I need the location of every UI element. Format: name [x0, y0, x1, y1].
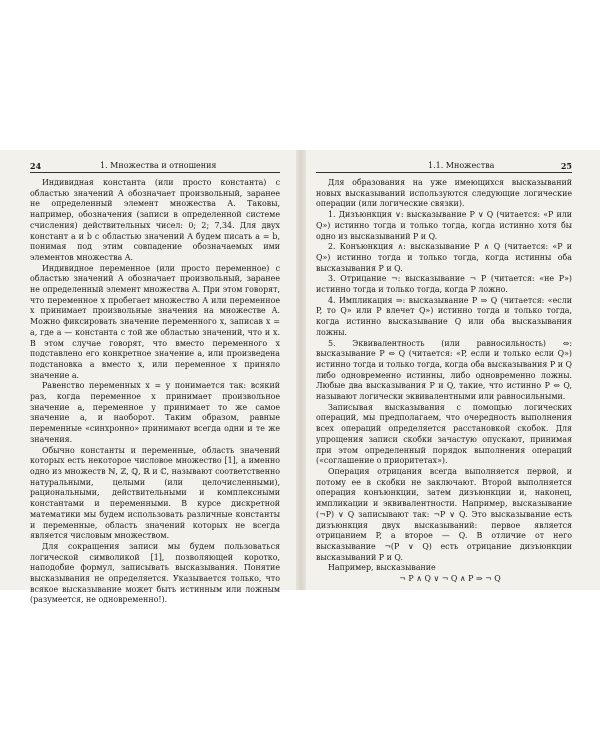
paragraph: Равенство переменных x = y понимается так: всякий раз, когда переменное x принимает произвольное значение a, переменное y принимает то же самое значение a, и наоборот. Таким образом, равные переменные «синхронно» принимают всегда одни и те же значения. — [30, 381, 280, 444]
paragraph: Для образования на уже имеющихся высказываний новых высказываний используются следующие логические операции (или логические связки). — [316, 178, 572, 209]
paragraph: Например, высказывание — [328, 563, 436, 573]
list-item: 5. Эквивалентность (или равносильность) ⇔: высказывание P ⇔ Q (читается: «P, если и только если Q») истинно тогда и только тогда, когда оба высказывания P и Q либо одновременно истинны, либо одновременно ложны. Любые два высказывания P и Q, такие, что истинно P ⇔ Q, называют логически эквивалентными или равносильными. — [316, 338, 572, 402]
paragraph: Обычно константы и переменные, область значений которых есть некоторое числовое множество [1], а именно одно из множеств ℕ, ℤ, ℚ, ℝ и ℂ, называют соответственно натуральными, целыми (или целочисленными), рациональными, действительными и комплексными константами и переменными. В курсе дискретной математики мы будем использовать различные константы и переменные, область значений которых не всегда является числовым множеством. — [30, 445, 280, 541]
right-page-number: 25 — [560, 161, 572, 171]
list-item: 3. Отрицание ¬: высказывание ¬ P (читается: «не P») истинно тогда и только тогда, когда P ложно. — [316, 274, 572, 295]
right-page-body — [316, 178, 572, 585]
left-page — [0, 150, 296, 605]
book-gutter — [296, 150, 306, 590]
list-item: 2. Конъюнкция ∧: высказывание P ∧ Q (читается: «P и Q») истинно тогда и только тогда, когда истинны оба высказывания P и Q. — [316, 242, 572, 273]
paragraph: Записывая высказывания с помощью логических операций, мы предполагаем, что очередность выполнения всех операций определяется расстановкой скобок. Для упрощения записи скобки зачастую опускают, принимая при этом определенный порядок выполнения операций («соглашение о приоритетах»). — [316, 402, 572, 466]
right-running-head — [316, 160, 572, 173]
paragraph: Индивидная константа (или просто константа) с областью значений A обозначает произвольный, заранее не определенный элемент множества A. Таковы, например, обозначения (записи в определенной системе счисления) действительных чисел: 0; 2; 7,34. Для двух констант a и b с областью значений A будем писать a = b, понимая под этим совпадение обозначаемых ими элементов множества A. — [30, 178, 280, 262]
list-item: 4. Импликация ⇒: высказывание P ⇒ Q (читается: «если P, то Q» или P влечет Q») истинно тогда и только тогда, когда истинно высказывание Q или оба высказывания ложны. — [316, 295, 572, 337]
right-page — [306, 150, 600, 590]
paragraph: Для сокращения записи мы будем пользоваться логической символикой [1], позволяющей коротко, наподобие формул, записывать высказывания. Понятие высказывания не определяется. Указывается только, что всякое высказывание может быть истинным или ложным (разумеется, не одновременно!). — [30, 541, 280, 605]
left-running-title: 1. Множества и отношения — [100, 161, 217, 170]
left-page-body — [30, 178, 280, 606]
book-spread — [0, 150, 600, 605]
left-page-number: 24 — [30, 161, 42, 171]
paragraph: Операция отрицания всегда выполняется первой, и потому ее в скобки не заключают. Второй выполняется операция конъюнкции, затем дизъюнкции и, наконец, импликации и эквивалентности. Например, высказывание (¬P) ∨ Q записывают так: ¬P ∨ Q. Это высказывание есть дизъюнкция двух высказываний: первое является отрицанием P, а второе — Q. В отличие от него высказывание ¬(P ∨ Q) есть отрицание дизъюнкции высказываний P и Q. — [316, 466, 572, 562]
right-running-title: 1.1. Множества — [428, 161, 495, 170]
list-item: 1. Дизъюнкция ∨: высказывание P ∨ Q (читается: «P или Q») истинно тогда и только тогда, когда истинно хотя бы одно из высказываний P и Q. — [316, 210, 572, 241]
formula: ¬ P ∧ Q ∨ ¬ Q ∧ P ⇒ ¬ Q — [399, 574, 501, 584]
paragraph: Индивидное переменное (или просто переменное) с областью значений A обозначает произвольный, заранее не определенный элемент множества A. При этом говорят, что переменное x пробегает множество A или переменное x принимает произвольные значения на множестве A. Можно фиксировать значение переменного x, записав x = a, где a — константа с той же областью значений, что и x. В этом случае говорят, что вместо переменного x подставлено его конкретное значение a, или произведена подстановка a вместо x, или переменное x приняло значение a. — [30, 263, 280, 380]
left-running-head — [30, 160, 280, 173]
